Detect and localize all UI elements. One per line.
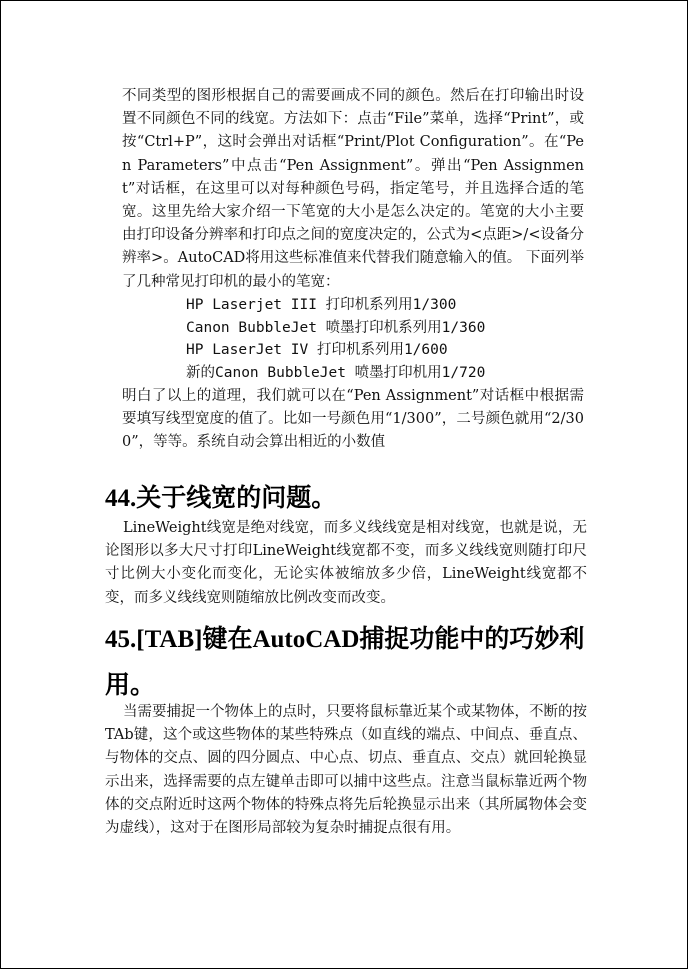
section-45-heading: 45.[TAB]键在AutoCAD捕捉功能中的巧妙利用。 xyxy=(105,626,585,699)
intro-conclusion: 明白了以上的道理，我们就可以在“Pen Assignment”对话框中根据需要填写线型宽度的值了。比如一号颜色用“1/300”，二号颜色就用“2/300”，等等。系统自动会算出相近的小数值 xyxy=(122,388,584,451)
section-44-paragraph: LineWeight线宽是绝对线宽，而多义线线宽是相对线宽，也就是说，无论图形以多大尺寸打印LineWeight线宽都不变，而多义线线宽则随打印尺寸比例大小变化而变化，无论实体被缩放多少倍，LineWeight线宽都不变，而多义线线宽则随缩放比例改变而改变。 xyxy=(105,520,587,606)
section-45-paragraph: 当需要捕捉一个物体上的点时，只要将鼠标靠近某个或某物体，不断的按TAb键，这个或这些物体的某些特殊点（如直线的端点、中间点、垂直点、与物体的交点、圆的四分圆点、中心点、切点、垂直点、交点）就回轮换显示出来，选择需要的点左键单击即可以捕中这些点。注意当鼠标靠近两个物体的交点附近时这两个物体的特殊点将先后轮换显示出来（其所属物体会变为虚线），这对于在图形局部较为复杂时捕捉点很有用。 xyxy=(105,704,587,837)
section-45-body xyxy=(105,701,587,840)
section-44-body xyxy=(105,517,587,610)
printer-item: Canon BubbleJet 喷墨打印机系列用1/360 xyxy=(186,319,486,336)
intro-paragraph: 不同类型的图形根据自己的需要画成不同的颜色。然后在打印输出时设置不同颜色不同的线宽。方法如下：点击“File”菜单，选择“Print”，或按“Ctrl+P”，这时会弹出对话框“Print/Plot Configuration”。在“Pen Parameters”中点击“Pen Assignment”。弹出“Pen Assignment”对话框，在这里可以对每种颜色号码，指定笔号，并且选择合适的笔宽。这里先给大家介绍一下笔宽的大小是怎么决定的。笔宽的大小主要由打印设备分辨率和打印点之间的宽度决定的，公式为<点距>/<设备分辨率>。AutoCAD将用这些标准值来代替我们随意输入的值。 下面列举了几种常见打印机的最小的笔宽： xyxy=(122,88,584,290)
printer-item: HP LaserJet IV 打印机系列用1/600 xyxy=(186,342,448,359)
intro-section xyxy=(122,85,584,455)
printer-item: HP Laserjet III 打印机系列用1/300 xyxy=(186,296,457,313)
printer-item: 新的Canon BubbleJet 喷墨打印机用1/720 xyxy=(186,365,486,382)
printer-list xyxy=(122,294,584,385)
section-44-heading: 44.关于线宽的问题。 xyxy=(105,485,337,512)
